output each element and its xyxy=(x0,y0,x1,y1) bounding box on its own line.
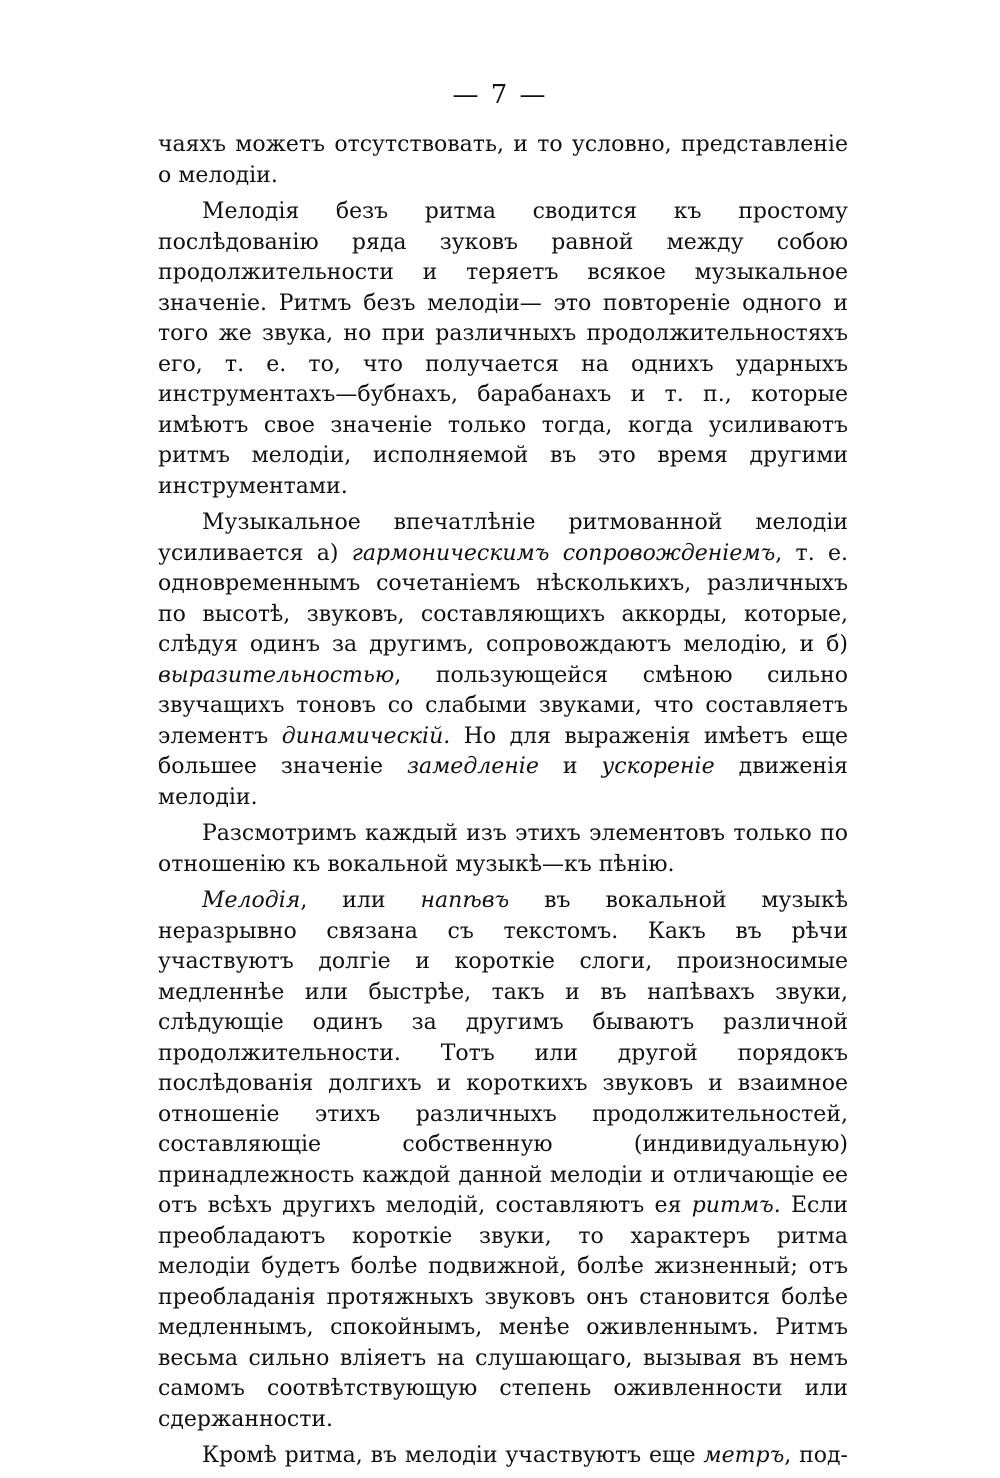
text-segment: , под- xyxy=(784,1443,848,1468)
text-segment: чаяхъ можетъ отсутствовать, и то условно, представленіе о мелодіи. xyxy=(158,132,848,188)
emphasized-term: выразительностью xyxy=(158,662,395,688)
text-segment: Музыкальное впечатлѣніе ритмованной мелодіи усиливается а) xyxy=(158,510,848,566)
paragraph-p3 xyxy=(158,508,848,813)
emphasized-term: ускореніе xyxy=(601,754,715,779)
text-segment: Кромѣ ритма, въ мелодіи участвуютъ еще xyxy=(202,1443,704,1468)
text-segment: Мелодія безъ ритма сводится къ простому послѣдованію ряда зуковъ равной между собою продолжительности и теряетъ всякое музыкальное значеніе. Ритмъ безъ мелодіи— это повтореніе одного и того же звука, но при различныхъ продолжительностяхъ его, т. е. то, что получается на однихъ ударныхъ инструментахъ—бубнахъ, барабанахъ и т. п., которые имѣютъ свое значеніе только тогда, когда усиливаютъ ритмъ мелодіи, исполняемой въ это время другими инструментами. xyxy=(158,199,848,499)
paragraph-p1 xyxy=(158,130,848,191)
text-segment: , пользующейся смѣною сильно звучащихъ тоновъ со слабыми звуками, что составляетъ элементъ xyxy=(158,662,848,749)
body-text xyxy=(158,130,848,1478)
paragraph-p2 xyxy=(158,197,848,502)
emphasized-term: Мелодія xyxy=(202,888,301,913)
emphasized-term: напѣвъ xyxy=(420,888,510,913)
paragraph-p6 xyxy=(158,1441,848,1472)
text-segment: въ вокальной музыкѣ неразрывно связана съ текстомъ. Какъ въ рѣчи участвуютъ долгіе и короткіе слоги, произносимые медленнѣе или быстрѣе, такъ и въ напѣвахъ звуки, слѣдующіе одинъ за другимъ бываютъ различной продолжительности. Тотъ или другой порядокъ послѣдованія долгихъ и короткихъ звуковъ и взаимное отношеніе этихъ различныхъ продолжительностей, составляющіе собственную (индивидуальную) принадлежность каждой данной мелодіи и отличающіе ее отъ всѣхъ другихъ мелодій, составляютъ ея xyxy=(158,888,849,1218)
emphasized-term: гармоническимъ сопровожденіемъ xyxy=(351,540,776,566)
emphasized-term: ритмъ. xyxy=(691,1193,781,1218)
emphasized-term: динамическій. xyxy=(281,723,451,749)
paragraph-p4 xyxy=(158,819,848,880)
text-segment: Если преобладаютъ короткіе звуки, то характеръ ритма мелодіи будетъ болѣе подвижной, болѣе жизненный; отъ преобладанія протяжныхъ звуковъ онъ становится болѣе медленнымъ, спокойнымъ, менѣе оживленнымъ. Ритмъ весьма сильно вліяетъ на слушающаго, вызывая въ немъ самомъ соотвѣтствующую степень оживленности или сдержанности. xyxy=(158,1193,848,1432)
text-segment: Но для выраженія имѣетъ еще большее значеніе xyxy=(158,723,848,779)
text-segment: и xyxy=(538,754,602,779)
text-segment: , или xyxy=(300,888,421,913)
text-segment: Разсмотримъ каждый изъ этихъ элементовъ только по отношенію къ вокальной музыкѣ—къ пѣнію. xyxy=(158,821,848,877)
emphasized-term: метръ xyxy=(703,1443,785,1468)
page-number: — 7 — xyxy=(452,80,548,110)
emphasized-term: замедленіе xyxy=(406,754,539,779)
paragraph-p5 xyxy=(158,886,848,1435)
text-segment: движенія мелодіи. xyxy=(158,754,848,810)
text-segment: , т. е. одновременнымъ сочетаніемъ нѣсколькихъ, различныхъ по высотѣ, звуковъ, составляющихъ аккорды, которые, слѣдуя одинъ за другимъ, сопровождаютъ мелодію, и б) xyxy=(158,540,849,657)
